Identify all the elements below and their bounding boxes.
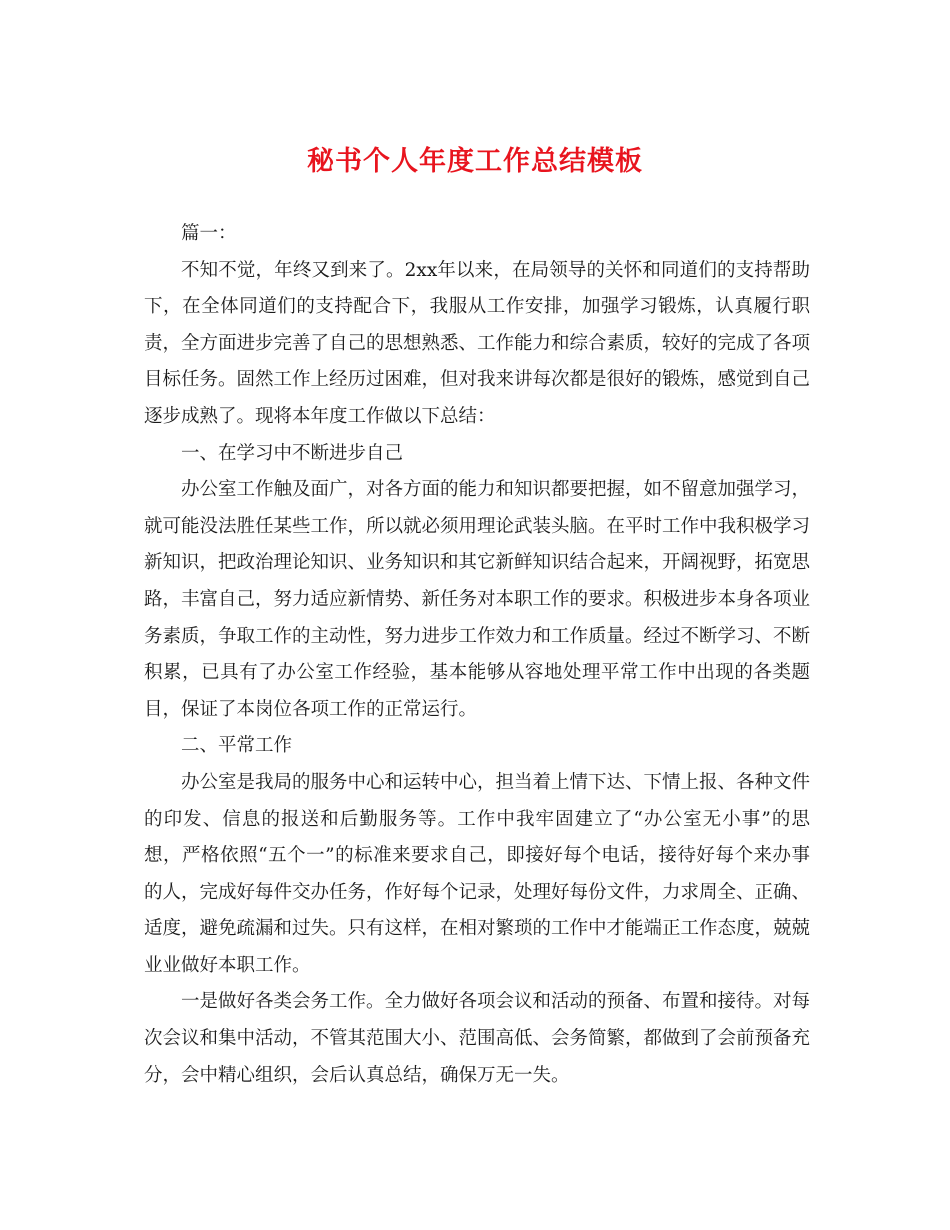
- paragraph-meetings: 一是做好各类会务工作。全力做好各项会议和活动的预备、布置和接待。对每次会议和集中活动，不管其范围大小、范围高低、会务简繁，都做到了会前预备充分，会中精心组织，会后认真总结，确保万无一失。: [144, 991, 811, 1086]
- paragraph-daily-work: 办公室是我局的服务中心和运转中心，担当着上情下达、下情上报、各种文件的印发、信息的报送和后勤服务等。工作中我牢固建立了“办公室无小事”的思想，严格依照“五个一”的标准来要求自己，即接好每个电话，接待好每个来办事的人，完成好每件交办任务，作好每个记录，处理好每份文件，力求周全、正确、适度，避免疏漏和过失。只有这样，在相对繁琐的工作中才能端正工作态度，兢兢业业做好本职工作。: [144, 771, 811, 976]
- heading-study: 一、在学习中不断进步自己: [181, 442, 404, 464]
- paragraph-study: 办公室工作触及面广，对各方面的能力和知识都要把握，如不留意加强学习，就可能没法胜任某些工作，所以就必须用理论武装头脑。在平时工作中我积极学习新知识，把政治理论知识、业务知识和其它新鲜知识结合起来，开阔视野，拓宽思路，丰富自己，努力适应新情势、新任务对本职工作的要求。积极进步本身各项业务素质，争取工作的主动性，努力进步工作效力和工作质量。经过不断学习、不断积累，已具有了办公室工作经验，基本能够从容地处理平常工作中出现的各类题目，保证了本岗位各项工作的正常运行。: [144, 479, 811, 720]
- heading-daily-work: 二、平常工作: [181, 735, 293, 757]
- document-body: [144, 216, 810, 1094]
- paragraph-section-label: 篇一：: [181, 223, 237, 244]
- paragraph-intro: 不知不觉，年终又到来了。2xx年以来，在局领导的关怀和同道们的支持帮助下，在全体同道们的支持配合下，我服从工作安排，加强学习锻炼，认真履行职责，全方面进步完善了自己的思想熟悉、工作能力和综合素质，较好的完成了各项目标任务。固然工作上经历过困难，但对我来讲每次都是很好的锻炼，感觉到自己逐步成熟了。现将本年度工作做以下总结：: [144, 259, 811, 427]
- document-title: 秘书个人年度工作总结模板: [307, 146, 643, 177]
